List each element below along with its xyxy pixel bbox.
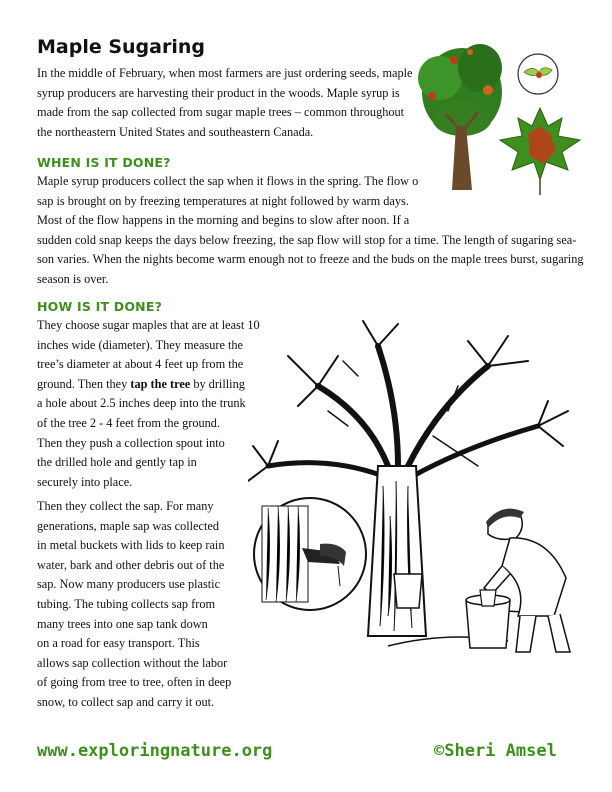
when-line: sap is brought on by freezing temperatures at night followed by warm days. [37, 193, 409, 208]
collect-line: allows sap collection without the labor [37, 655, 228, 670]
how-line: They choose sugar maples that are at least 10 [37, 318, 260, 332]
collect-line: snow, to collect sap and carry it out. [37, 694, 215, 709]
intro-line: made from the sap collected from sugar maple trees – common throughout [37, 105, 405, 120]
page-title: Maple Sugaring [37, 36, 205, 58]
collect-line: in metal buckets with lids to keep rain [37, 538, 225, 553]
collect-line: water, bark and other debris out of the [37, 557, 225, 572]
how-heading: HOW IS IT DONE? [37, 299, 163, 314]
how-line: inches wide (diameter). They measure the [37, 337, 244, 352]
collect-line: generations, maple sap was collected [37, 518, 219, 533]
maple-tree-trunk [452, 126, 472, 190]
website-link[interactable]: www.exploringnature.org [37, 741, 273, 761]
spout-closeup-inset [254, 498, 366, 610]
collect-line: many trees into one sap tank down [37, 616, 208, 631]
tap-the-tree-phrase: tap the tree [130, 376, 191, 391]
collect-paragraph [37, 497, 231, 713]
maple-tree-crown [418, 44, 502, 136]
collection-tank [466, 600, 510, 648]
when-line: Maple syrup producers collect the sap when it flows in the spring. The flow o [37, 174, 419, 188]
farmer-body [502, 538, 566, 616]
how-line: a hole about 2.5 inches deep into the trunk [37, 396, 246, 411]
intro-line: syrup producers are harvesting their product in the woods. Maple syrup is [37, 85, 400, 100]
intro-line: In the middle of February, when most farmers are just ordering seeds, maple [37, 66, 413, 80]
when-line: son varies. When the nights become warm enough not to freeze and the buds on the maple trees burst, sugaring [37, 252, 584, 267]
how-line: securely into place. [37, 474, 133, 489]
how-line: tree’s diameter at about 4 feet up from the [37, 357, 244, 372]
how-line [37, 375, 260, 395]
sap-bucket [394, 574, 422, 608]
seed-inset [518, 54, 558, 94]
intro-line: the northeastern United States and southeastern Canada. [37, 124, 314, 139]
intro-paragraph [37, 64, 413, 142]
how-line: Then they push a collection spout into [37, 435, 225, 450]
when-heading: WHEN IS IT DONE? [37, 155, 171, 170]
how-line-part: ground. Then they [37, 376, 128, 391]
how-line-part: by drilling [193, 376, 245, 391]
collect-line: of going from tree to tree, often in deep [37, 675, 232, 690]
collect-line: tubing. The tubing collects sap from [37, 596, 216, 611]
maple-tree-illustration [410, 30, 590, 202]
copyright-notice: ©Sheri Amsel [434, 741, 557, 761]
when-line: sudden cold snap keeps the days below freezing, the sap flow will stop for a time. The length of sugaring sea- [37, 232, 577, 247]
collect-line: sap. Now many producers use plastic [37, 577, 221, 592]
how-line: the drilled hole and gently tap in [37, 455, 197, 470]
bare-tree-branches [248, 321, 568, 481]
tree-tapping-illustration [248, 316, 588, 661]
how-line: of the tree 2 - 4 feet from the ground. [37, 415, 221, 430]
farmer-figure [466, 509, 570, 652]
collect-line: Then they collect the sap. For many [37, 499, 214, 513]
collect-line: on a road for easy transport. This [37, 636, 200, 651]
when-line: Most of the flow happens in the morning and begins to slow after noon. If a [37, 213, 410, 228]
how-paragraph [37, 316, 260, 492]
when-line: season is over. [37, 271, 109, 286]
